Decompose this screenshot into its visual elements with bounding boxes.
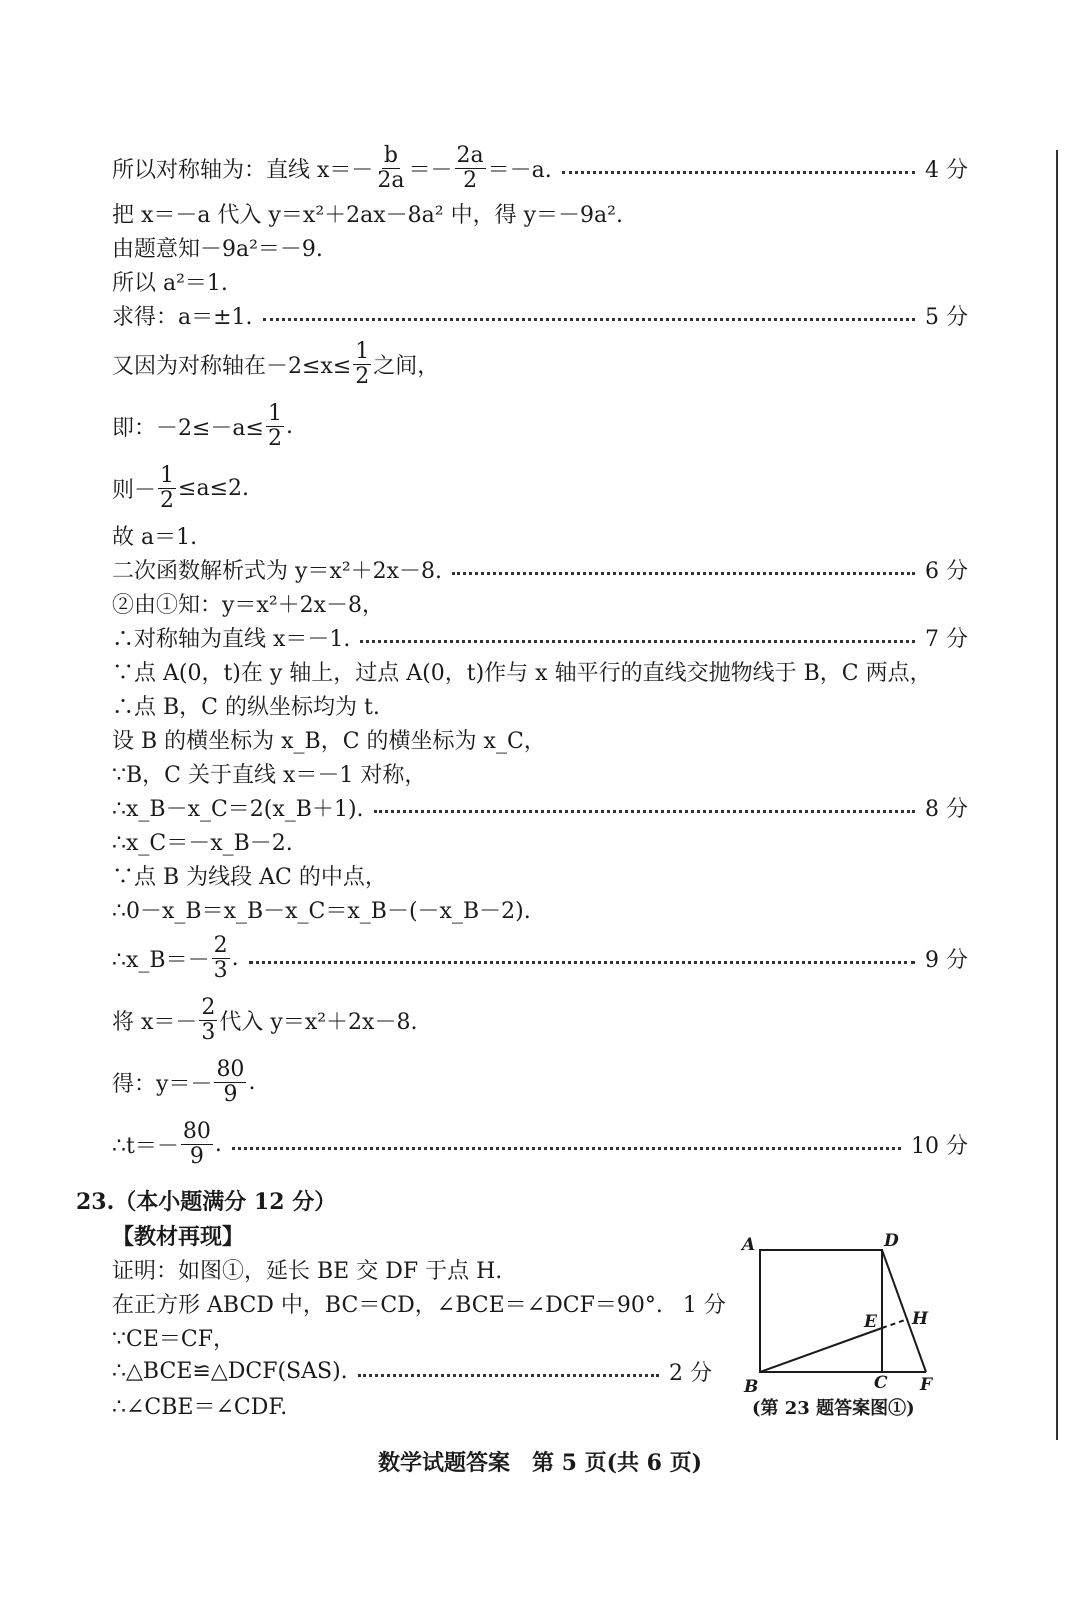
line-text: 所以对称轴为：直线 x＝－: [112, 157, 374, 183]
label-b: B: [744, 1377, 759, 1397]
line-text: 证明：如图①，延长 BE 交 DF 于点 H.: [112, 1258, 503, 1284]
fraction-denominator: 2: [160, 487, 175, 513]
line-text: ∴∠CBE＝∠CDF.: [112, 1394, 288, 1420]
leader-dots: [374, 810, 915, 813]
q23-line-3: [112, 1320, 712, 1354]
line-text: ∴0－x_B＝x_B－x_C＝x_B－(－x_B－2).: [112, 898, 531, 924]
label-a: A: [742, 1235, 756, 1255]
line-text: .: [285, 413, 293, 439]
line-text: ∵点 B 为线段 AC 的中点，: [112, 864, 387, 890]
line-text: ∵点 A(0，t)在 y 轴上，过点 A(0，t)作与 x 轴平行的直线交抛物线于 B，C 两点，: [112, 660, 932, 686]
line-text: ＝－a.: [487, 157, 552, 183]
label-d: D: [884, 1231, 899, 1251]
leader-dots: [249, 961, 915, 964]
answer-line-22: [112, 988, 968, 1052]
fraction-numerator: b: [383, 143, 399, 169]
score-mark: 5 分: [925, 304, 968, 330]
line-text: ∴x_B－x_C＝2(x_B＋1).: [112, 796, 364, 822]
line-text: 把 x＝－a 代入 y＝x²＋2ax－8a² 中，得 y＝－9a².: [112, 202, 623, 228]
line-text: 由题意知－9a²＝－9.: [112, 236, 323, 262]
line-text: 所以 a²＝1.: [112, 270, 228, 296]
line-text: 之间，: [373, 353, 440, 379]
line-text: 设 B 的横坐标为 x_B，C 的横坐标为 x_C，: [112, 728, 546, 754]
label-c: C: [874, 1373, 888, 1393]
line-text: 故 a＝1.: [112, 524, 198, 550]
line-text: 求得：a＝±1.: [112, 304, 253, 330]
line-text: ＝－: [408, 157, 453, 183]
fraction-denominator: 2a: [377, 167, 405, 193]
score-mark: 6 分: [925, 558, 968, 584]
line-text: ②由①知：y＝x²＋2x－8，: [112, 592, 385, 618]
square-abcd: [760, 1250, 882, 1372]
line-text: 则－: [112, 477, 157, 503]
fraction: [199, 996, 217, 1043]
segment-eh-dashed: [882, 1319, 908, 1328]
fraction-denominator: 3: [213, 957, 228, 983]
label-e: E: [864, 1312, 877, 1332]
line-text: .: [214, 1131, 222, 1157]
fraction-denominator: 2: [463, 167, 478, 193]
score-mark: 10 分: [911, 1133, 968, 1159]
question-23-title: 23.（本小题满分 12 分）: [76, 1188, 337, 1215]
q23-line-1: [112, 1252, 712, 1286]
line-text: 得：y＝－: [112, 1071, 213, 1097]
score-mark: 1 分: [682, 1292, 726, 1318]
q23-line-5: [112, 1388, 712, 1422]
line-text: ∵CE＝CF，: [112, 1326, 235, 1352]
leader-dots: [452, 572, 915, 575]
answer-line-11: [112, 586, 968, 620]
fraction-numerator: 80: [182, 1119, 211, 1145]
answer-line-2: [112, 196, 968, 230]
fraction-numerator: 2: [213, 933, 228, 959]
fraction-numerator: 2: [201, 995, 216, 1021]
label-h: H: [912, 1309, 929, 1329]
section-subhead: 【教材再现】: [112, 1223, 245, 1250]
line-text: ∴x_B＝－: [112, 947, 210, 973]
line-text: 又因为对称轴在－2≤x≤: [112, 353, 352, 379]
fraction: [158, 464, 176, 511]
figure-caption: (第 23 题答案图①): [752, 1398, 915, 1419]
line-text: ≤a≤2.: [178, 475, 249, 501]
score-mark: 2 分: [669, 1360, 712, 1386]
fraction-numerator: 1: [267, 401, 282, 427]
score-mark: 7 分: [925, 626, 968, 652]
fraction-denominator: 2: [267, 425, 282, 451]
answer-line-14: [112, 688, 968, 722]
fraction-denominator: 2: [355, 363, 370, 389]
score-mark: 4 分: [925, 157, 968, 183]
answer-line-8: [112, 456, 968, 520]
fraction-denominator: 9: [189, 1143, 204, 1169]
page-footer: 数学试题答案 第 5 页(共 6 页): [377, 1450, 703, 1476]
answer-line-4: [112, 264, 968, 298]
line-text: 二次函数解析式为 y＝x²＋2x－8.: [112, 558, 443, 584]
line-text: ∴点 B，C 的纵坐标均为 t.: [112, 694, 380, 720]
line-text: ∴t＝－: [112, 1133, 179, 1159]
answer-line-5: [112, 298, 968, 332]
line-text: 即：－2≤－a≤: [112, 415, 264, 441]
q23-line-2: [112, 1286, 726, 1320]
leader-dots: [263, 318, 915, 321]
fraction: [455, 144, 486, 191]
answer-line-21: [112, 926, 968, 990]
line-text: .: [231, 945, 239, 971]
fraction-denominator: 3: [201, 1019, 216, 1045]
leader-dots: [562, 171, 915, 174]
fraction: [266, 402, 284, 449]
answer-line-13: [112, 654, 968, 688]
leader-dots: [358, 1374, 659, 1377]
answer-line-24: [112, 1112, 968, 1176]
line-text: .: [248, 1069, 256, 1095]
answer-line-23: [112, 1050, 968, 1114]
score-mark: 9 分: [925, 947, 968, 973]
line-text: 代入 y＝x²＋2x－8.: [219, 1009, 418, 1035]
fraction-numerator: 2a: [456, 143, 484, 169]
fraction-numerator: 1: [355, 339, 370, 365]
line-text: ∵B，C 关于直线 x＝－1 对称，: [112, 762, 427, 788]
fraction-denominator: 9: [223, 1081, 238, 1107]
fraction: [214, 1058, 246, 1105]
answer-line-15: [112, 722, 968, 756]
right-margin-rule: [1056, 150, 1058, 1440]
answer-line-9: [112, 518, 968, 552]
answer-line-3: [112, 230, 968, 264]
fraction: [353, 340, 371, 387]
fraction: [181, 1120, 213, 1167]
answer-line-1: [112, 136, 968, 200]
line-text: 将 x＝－: [112, 1009, 198, 1035]
q23-line-4: [112, 1354, 712, 1388]
line-text: ∴x_C＝－x_B－2.: [112, 830, 293, 856]
leader-dots: [232, 1147, 901, 1150]
leader-dots: [360, 640, 915, 643]
answer-line-7: [112, 394, 968, 458]
answer-line-18: [112, 824, 968, 858]
line-text: ∴对称轴为直线 x＝－1.: [112, 626, 351, 652]
answer-line-12: [112, 620, 968, 654]
answer-line-6: [112, 332, 968, 396]
answer-line-19: [112, 858, 968, 892]
answer-line-10: [112, 552, 968, 586]
score-mark: 8 分: [925, 796, 968, 822]
fraction-numerator: 80: [216, 1057, 245, 1083]
segment-be: [760, 1328, 882, 1372]
label-f: F: [920, 1375, 933, 1395]
line-text: ∴△BCE≌△DCF(SAS).: [112, 1358, 348, 1384]
fraction: [212, 934, 230, 981]
fraction-numerator: 1: [160, 463, 175, 489]
answer-line-17: [112, 790, 968, 824]
answer-line-20: [112, 892, 968, 926]
fraction: [375, 144, 406, 191]
line-text: 在正方形 ABCD 中，BC＝CD，∠BCE＝∠DCF＝90°.: [112, 1292, 663, 1318]
answer-line-16: [112, 756, 968, 790]
